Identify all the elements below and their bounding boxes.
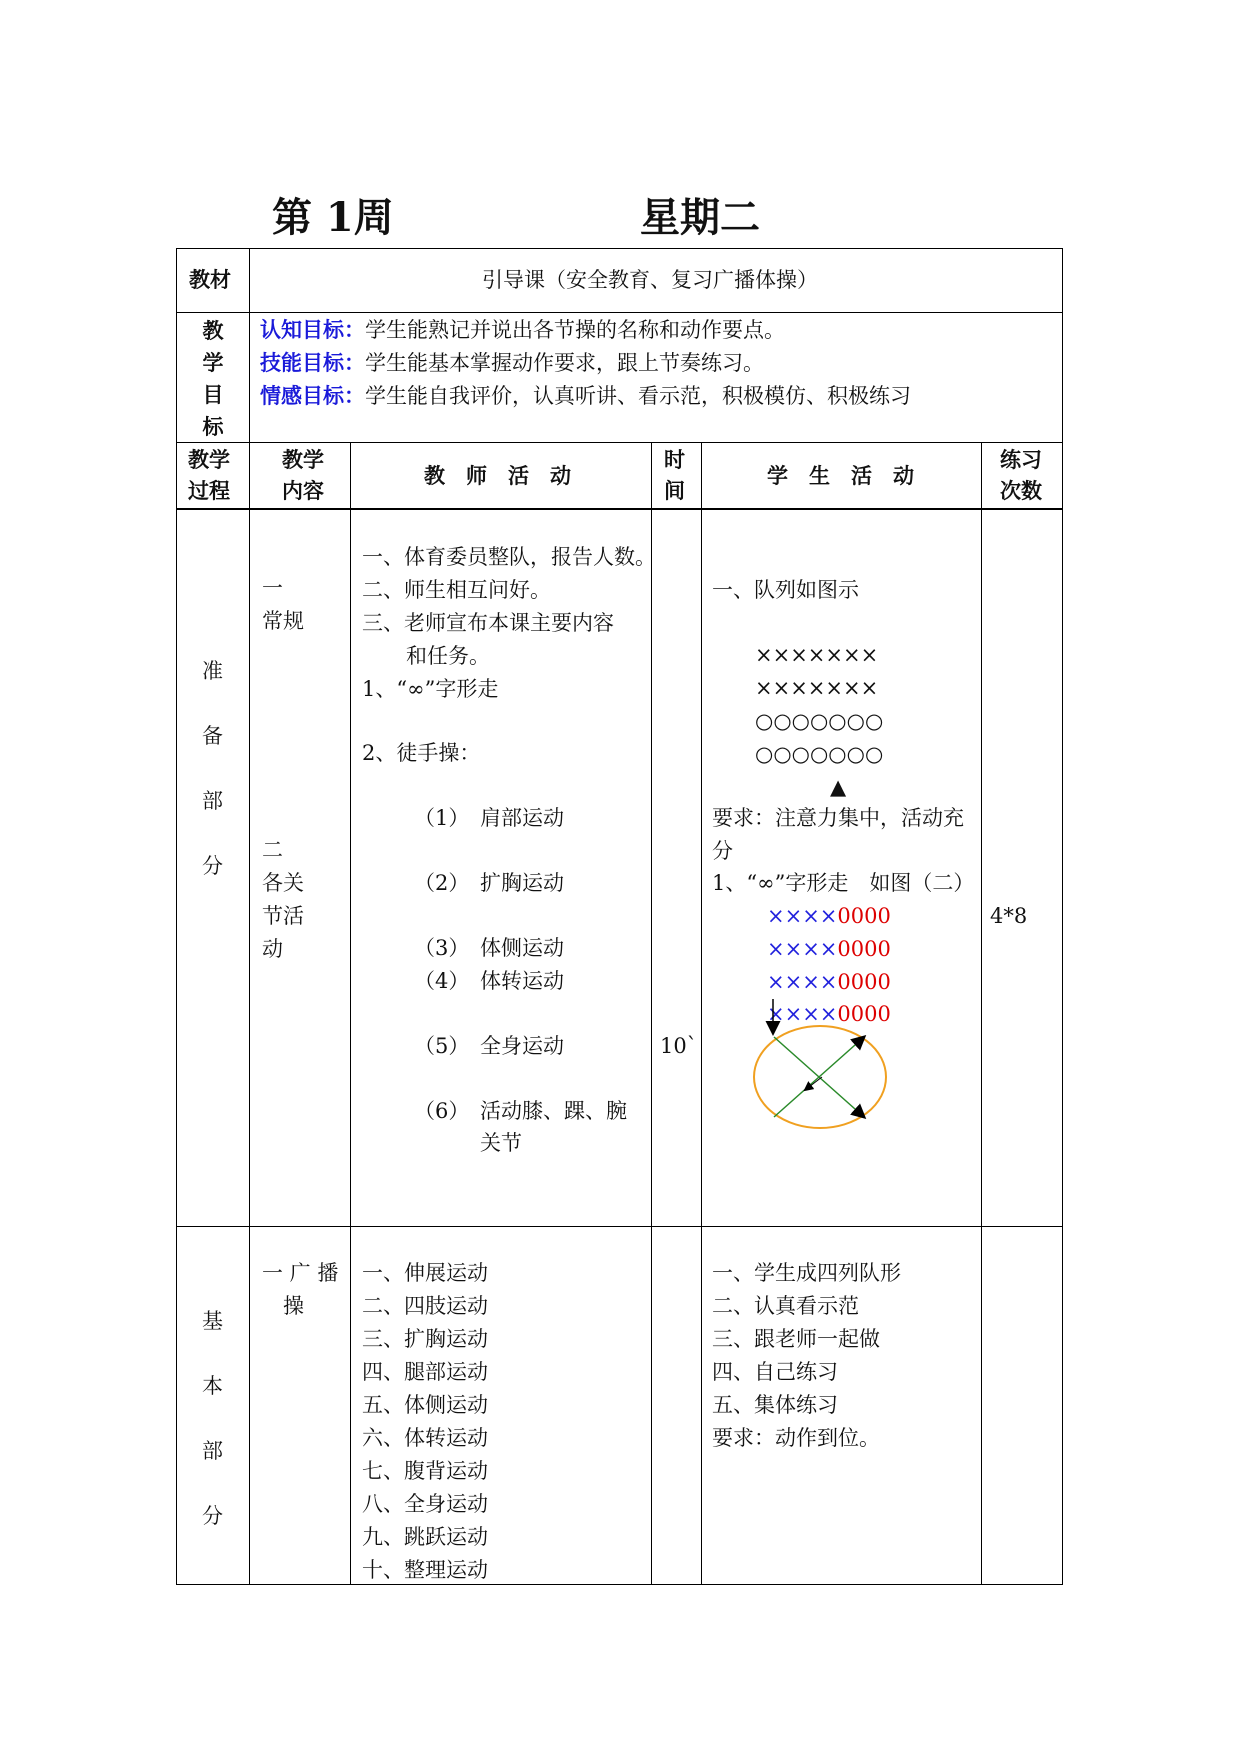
- basic-content-2: 操: [283, 1294, 304, 1318]
- walk-diagram: [740, 995, 900, 1145]
- prep-student-req2: 分: [712, 839, 733, 863]
- exercise-name-4: 体转运动: [480, 969, 564, 993]
- prep-time: 10`: [660, 1034, 698, 1058]
- list-item: 五、体侧运动: [362, 1393, 488, 1417]
- formation-row-x-1: ×××××××: [755, 643, 879, 667]
- formation-row-o-1: ○○○○○○○: [755, 709, 884, 733]
- list-item: 十、整理运动: [362, 1558, 488, 1582]
- list-item: 五、集体练习: [712, 1393, 838, 1417]
- list-item: 一、学生成四列队形: [712, 1261, 901, 1285]
- exercise-name-1: 肩部运动: [480, 806, 564, 830]
- day-title: 星期二: [640, 194, 760, 241]
- list-item: 七、腹背运动: [362, 1459, 488, 1483]
- exercise-num-4: （4）: [414, 969, 470, 993]
- goal-skill: 技能目标：学生能基本掌握动作要求，跟上节奏练习。: [260, 351, 764, 375]
- exercise-num-3: （3）: [414, 936, 470, 960]
- header-time: 时 间: [664, 448, 685, 503]
- exercise-name-3: 体侧运动: [480, 936, 564, 960]
- prep-content-3: 二: [262, 838, 283, 862]
- basic-label-3: 部: [202, 1439, 223, 1463]
- exercise-name-6-cont: 关节: [480, 1131, 522, 1155]
- list-item: 一、伸展运动: [362, 1261, 488, 1285]
- material-label: 教材: [189, 268, 231, 292]
- prep-label-4: 分: [202, 854, 223, 878]
- exercise-name-6: 活动膝、踝、腕: [480, 1099, 627, 1123]
- prep-content-2: 常规: [262, 609, 304, 633]
- teacher-position-mark: ▲: [830, 775, 847, 799]
- header-teacher: 教 师 活 动: [424, 464, 571, 488]
- prep-content-1: 一: [262, 576, 283, 600]
- prep-teacher-3: 三、老师宣布本课主要内容: [362, 611, 614, 635]
- prep-student-req1: 要求：注意力集中，活动充: [712, 806, 964, 830]
- grid-row-2: ××××0000: [767, 937, 891, 961]
- center-arrow: [805, 1077, 822, 1090]
- list-item: 要求：动作到位。: [712, 1426, 880, 1450]
- exercise-name-5: 全身运动: [480, 1034, 564, 1058]
- list-item: 六、体转运动: [362, 1426, 488, 1450]
- basic-label-1: 基: [202, 1309, 223, 1333]
- grid-row-1: ××××0000: [767, 904, 891, 928]
- list-item: 三、跟老师一起做: [712, 1327, 880, 1351]
- list-item: 二、认真看示范: [712, 1294, 859, 1318]
- list-item: 八、全身运动: [362, 1492, 488, 1516]
- prep-student-1: 一、队列如图示: [712, 578, 859, 602]
- prep-teacher-1: 一、体育委员整队，报告人数。: [362, 545, 656, 569]
- formation-row-x-2: ×××××××: [755, 676, 879, 700]
- formation-row-o-2: ○○○○○○○: [755, 742, 884, 766]
- prep-teacher-5: 1、“∞”字形走: [362, 677, 499, 701]
- list-item: 二、四肢运动: [362, 1294, 488, 1318]
- exercise-num-1: （1）: [414, 806, 470, 830]
- grid-row-4: ××××0000: [767, 1002, 891, 1026]
- prep-reps: 4*8: [990, 904, 1028, 928]
- header-content: 教学 内容: [282, 448, 324, 503]
- prep-label-3: 部: [202, 789, 223, 813]
- basic-content-1: 一 广 播: [262, 1261, 339, 1285]
- prep-teacher-2: 二、师生相互问好。: [362, 578, 551, 602]
- grid-row-3: ××××0000: [767, 970, 891, 994]
- prep-content-5: 节活: [262, 904, 304, 928]
- exercise-num-5: （5）: [414, 1034, 470, 1058]
- prep-teacher-4: 和任务。: [406, 644, 490, 668]
- prep-content-4: 各关: [262, 871, 304, 895]
- exercise-name-2: 扩胸运动: [480, 871, 564, 895]
- header-student: 学 生 活 动: [767, 464, 914, 488]
- header-process: 教学 过程: [188, 448, 230, 503]
- list-item: 三、扩胸运动: [362, 1327, 488, 1351]
- basic-label-2: 本: [202, 1374, 223, 1398]
- goals-label: 教 学 目 标: [202, 319, 224, 439]
- week-title: 第 1周: [272, 194, 394, 241]
- list-item: 四、自己练习: [712, 1360, 838, 1384]
- basic-label-4: 分: [202, 1504, 223, 1528]
- material-value: 引导课（安全教育、复习广播体操）: [482, 268, 818, 292]
- prep-teacher-6: 2、徒手操：: [362, 741, 481, 765]
- prep-label-2: 备: [202, 724, 223, 748]
- list-item: 四、腿部运动: [362, 1360, 488, 1384]
- exercise-num-6: （6）: [414, 1099, 470, 1123]
- prep-student-walk: 1、“∞”字形走 如图（二）: [712, 871, 975, 895]
- goal-cognitive: 认知目标：学生能熟记并说出各节操的名称和动作要点。: [260, 318, 785, 342]
- header-reps: 练习 次数: [1000, 448, 1042, 503]
- prep-content-6: 动: [262, 937, 283, 961]
- goal-affective: 情感目标：学生能自我评价，认真听讲、看示范，积极模仿、积极练习: [260, 384, 911, 408]
- list-item: 九、跳跃运动: [362, 1525, 488, 1549]
- prep-label-1: 准: [202, 659, 223, 683]
- exercise-num-2: （2）: [414, 871, 470, 895]
